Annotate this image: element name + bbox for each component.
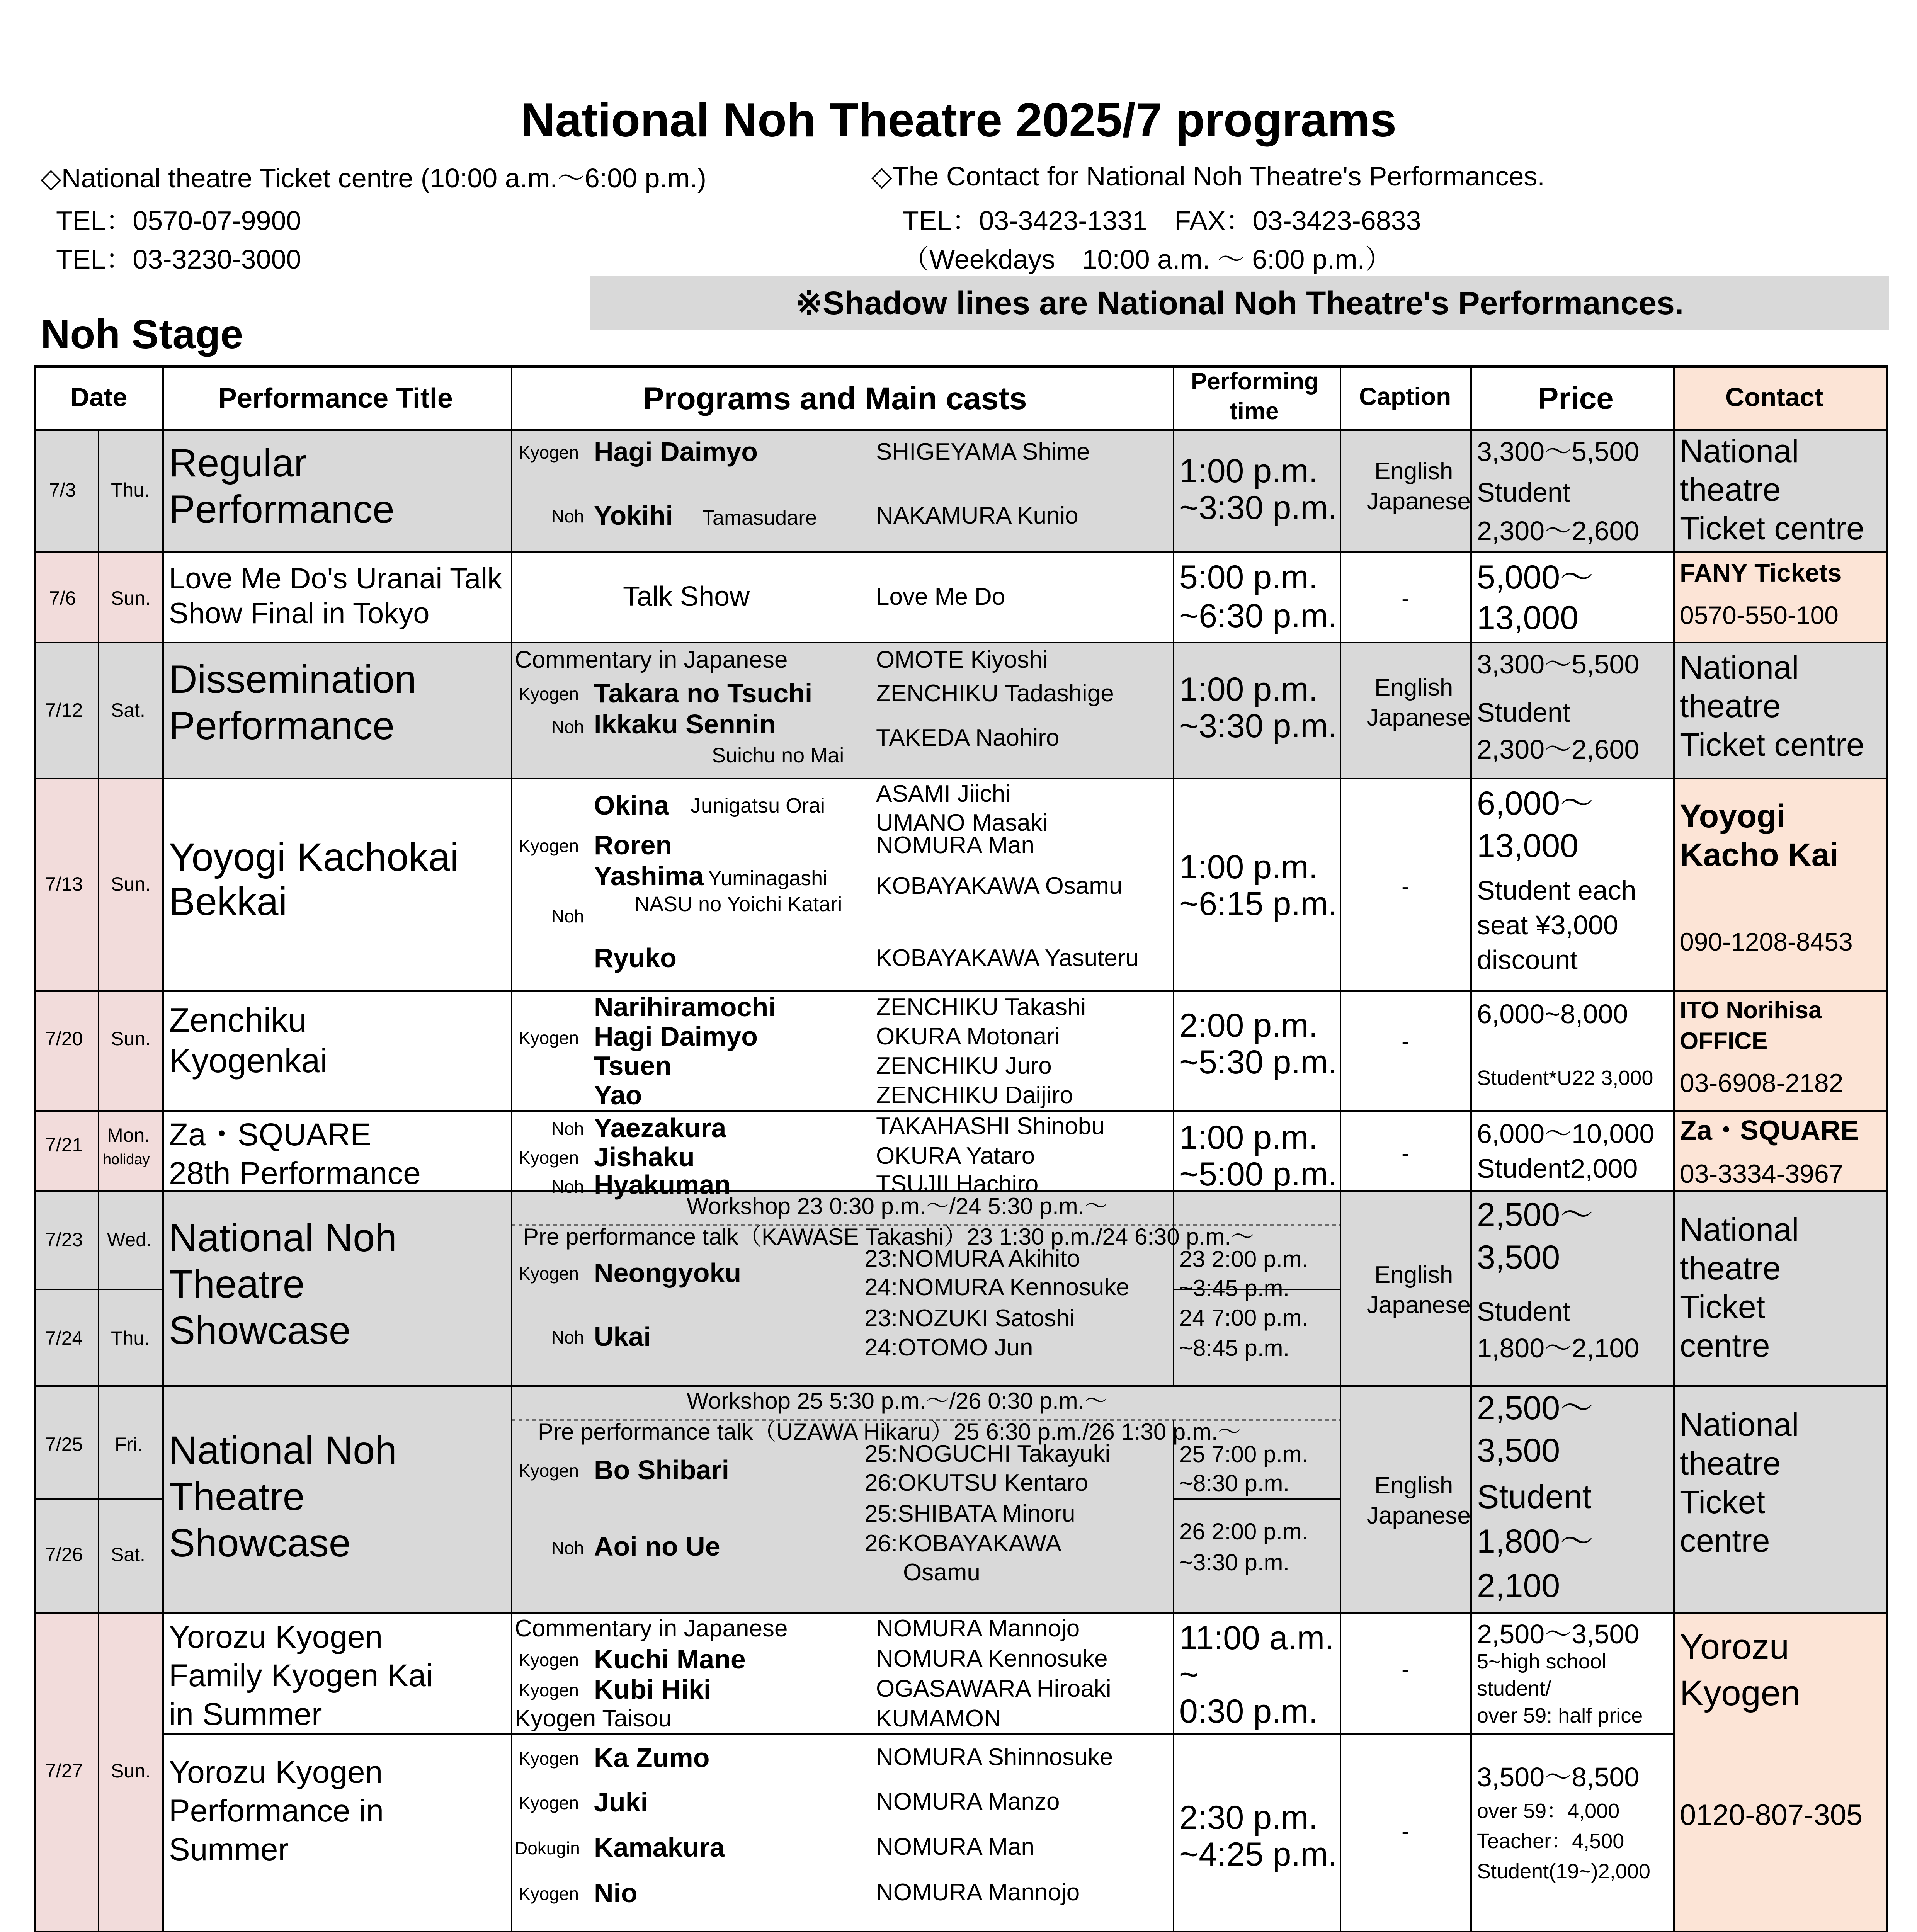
performance-time: ~5:00 p.m. [1179, 1156, 1337, 1193]
cast-name: OGASAWARA Hiroaki [876, 1675, 1111, 1702]
program-name: Kubi Hiki [594, 1674, 711, 1704]
performance-title: Show Final in Tokyo [169, 597, 430, 630]
commentary-label: Commentary in Japanese [515, 646, 788, 673]
cast-name: NAKAMURA Kunio [876, 502, 1078, 529]
program-name: Ka Zumo [594, 1743, 710, 1773]
row-date: 7/26 [45, 1544, 83, 1565]
caption-language: Japanese [1367, 1502, 1471, 1529]
program-name: Okina [594, 790, 669, 820]
genre-label: Kyogen [519, 684, 579, 704]
row-day: Wed. [107, 1229, 152, 1250]
cast-name: 26:OKUTSU Kentaro [864, 1469, 1088, 1496]
program-name: Kyogen Taisou [515, 1705, 672, 1732]
program-name: Hagi Daimyo [594, 437, 758, 467]
price-text: 13,000 [1477, 827, 1579, 864]
contact-phone: 0570-550-100 [1680, 601, 1839, 629]
performance-title: Showcase [169, 1521, 351, 1565]
genre-label: Noh [551, 1177, 584, 1197]
genre-label: Noh [551, 906, 584, 926]
performance-time: ~3:30 p.m. [1179, 707, 1337, 745]
genre-label: Noh [551, 1538, 584, 1558]
program-name: Yokihi [594, 500, 673, 531]
cast-name: NOMURA Shinnosuke [876, 1744, 1113, 1770]
price-text: 5~high school [1477, 1650, 1606, 1673]
contact-text: centre [1680, 1522, 1770, 1559]
program-name: Yao [594, 1080, 642, 1110]
row-day: Sun. [111, 873, 151, 895]
cast-name: 23:NOZUKI Satoshi [864, 1305, 1075, 1332]
genre-label: Kyogen [519, 1028, 579, 1048]
performance-time: ~6:15 p.m. [1179, 885, 1337, 922]
price-text: student/ [1477, 1677, 1551, 1700]
program-name: Roren [594, 830, 672, 860]
program-name: Nio [594, 1878, 638, 1908]
performance-time: 5:00 p.m. [1179, 559, 1318, 596]
price-text: 3,500 [1477, 1239, 1560, 1276]
price-text: Student2,000 [1477, 1153, 1638, 1184]
header-time-1: Performing [1191, 368, 1319, 395]
cast-name: NOMURA Mannojo [876, 1879, 1080, 1906]
performance-title: Performance [169, 704, 395, 748]
contact-phone: 03-3334-3967 [1680, 1159, 1844, 1189]
genre-label: Kyogen [519, 836, 579, 856]
caption-language: - [1402, 1028, 1410, 1054]
price-text: 1,800～2,100 [1477, 1333, 1640, 1363]
contact-text: Yorozu [1680, 1627, 1789, 1667]
ticket-centre-heading: ◇National theatre Ticket centre (10:00 a.m.～6:00 p.m.) [41, 163, 706, 193]
price-text: 6,000～10,000 [1477, 1119, 1655, 1149]
price-text: over 59: half price [1477, 1704, 1643, 1727]
program-name: Narihiramochi [594, 992, 776, 1022]
performance-title: Yoyogi Kachokai [169, 835, 459, 879]
row-day: Mon. [107, 1124, 150, 1146]
performance-title: Love Me Do's Uranai Talk [169, 562, 502, 595]
performance-title: Showcase [169, 1308, 351, 1352]
caption-language: English [1374, 674, 1453, 701]
cast-name: OKURA Yataro [876, 1143, 1035, 1169]
cast-name: Love Me Do [876, 583, 1005, 610]
performance-title: Performance in [169, 1793, 384, 1828]
shadow-lines-note: ※Shadow lines are National Noh Theatre's Performances. [590, 276, 1889, 330]
contact-text: FANY Tickets [1680, 558, 1842, 587]
performance-time: 2:30 p.m. [1179, 1799, 1318, 1836]
genre-label: Kyogen [519, 442, 579, 463]
performance-time: 1:00 p.m. [1179, 671, 1318, 708]
program-subtitle: Yuminagashi [708, 867, 828, 890]
row-day: Sun. [111, 587, 151, 609]
caption-language: English [1374, 1472, 1453, 1499]
performance-time: 11:00 a.m. [1179, 1619, 1334, 1656]
performance-title: National Noh [169, 1428, 397, 1472]
price-text: 2,500～ [1477, 1389, 1594, 1427]
cast-name: TAKAHASHI Shinobu [876, 1113, 1105, 1139]
price-text: Student*U22 3,000 [1477, 1066, 1653, 1090]
price-text: Student [1477, 477, 1570, 507]
price-text: 3,500～8,500 [1477, 1762, 1640, 1792]
cast-name: OMOTE Kiyoshi [876, 646, 1048, 673]
genre-label: Kyogen [519, 1884, 579, 1904]
contact-phone: 090-1208-8453 [1680, 927, 1853, 956]
genre-label: Kyogen [519, 1461, 579, 1481]
contact-text: Kacho Kai [1680, 837, 1839, 873]
row-date: 7/20 [45, 1028, 83, 1049]
genre-label: Kyogen [519, 1148, 579, 1168]
row-date: 7/3 [49, 479, 76, 501]
genre-label: Noh [551, 1119, 584, 1139]
performance-title: Performance [169, 487, 395, 531]
genre-label: Kyogen [519, 1650, 579, 1670]
performance-time: 1:00 p.m. [1179, 849, 1318, 886]
caption-language: - [1402, 873, 1410, 900]
row-day: Thu. [111, 1327, 150, 1349]
row-date: 7/13 [45, 873, 83, 895]
price-text: 3,300～5,500 [1477, 649, 1640, 679]
performance-time: 1:00 p.m. [1179, 452, 1318, 490]
contact-text: Ticket centre [1680, 510, 1864, 546]
price-text: discount [1477, 945, 1578, 975]
cast-name: NOMURA Manzo [876, 1788, 1060, 1815]
genre-label: Noh [551, 1327, 584, 1347]
price-text: 3,300～5,500 [1477, 437, 1640, 467]
program-name: Neongyoku [594, 1258, 742, 1288]
program-name: Yashima [594, 861, 704, 891]
commentary-label: Commentary in Japanese [515, 1615, 788, 1642]
header-price: Price [1538, 381, 1614, 415]
header-contact: Contact [1725, 383, 1823, 412]
program-name: Ukai [594, 1321, 651, 1352]
section-heading: Noh Stage [41, 311, 243, 357]
genre-label: Kyogen [519, 1793, 579, 1813]
contact-text: OFFICE [1680, 1028, 1768, 1054]
ticket-centre-tel-1: TEL：0570-07-9900 [56, 206, 301, 236]
contact-text: Ticket centre [1680, 726, 1864, 763]
cast-name: TAKEDA Naohiro [876, 724, 1060, 751]
price-text: Teacher：4,500 [1477, 1830, 1624, 1853]
cast-name: 26:KOBAYAKAWA [864, 1530, 1061, 1557]
contact-text: theatre [1680, 1445, 1781, 1481]
row-date: 7/12 [45, 699, 83, 721]
row-date: 7/27 [45, 1760, 83, 1782]
cast-name: OKURA Motonari [876, 1023, 1060, 1050]
price-text: 3,500 [1477, 1432, 1560, 1469]
performance-title: in Summer [169, 1697, 322, 1732]
price-text: 2,500～3,500 [1477, 1619, 1640, 1649]
cast-name: KOBAYAKAWA Yasuteru [876, 945, 1139, 971]
performance-time: 2:00 p.m. [1179, 1007, 1318, 1044]
cast-name: ZENCHIKU Daijiro [876, 1082, 1073, 1109]
performance-title: Zenchiku [169, 1001, 307, 1039]
program-subtitle: Suichu no Mai [712, 744, 844, 767]
caption-language: - [1402, 1140, 1410, 1167]
performance-title: Theatre [169, 1262, 305, 1306]
contact-text: Kyogen [1680, 1673, 1801, 1713]
program-name: Juki [594, 1787, 648, 1817]
contact-text: Yoyogi [1680, 798, 1786, 834]
price-text: 6,000～ [1477, 785, 1594, 822]
performance-time: ~5:30 p.m. [1179, 1044, 1337, 1081]
performance-time: ~6:30 p.m. [1179, 597, 1337, 634]
performance-title: Dissemination [169, 657, 417, 701]
caption-language: English [1374, 1262, 1453, 1288]
cast-name: 24:OTOMO Jun [864, 1334, 1033, 1361]
performance-time: ~3:30 p.m. [1179, 1549, 1290, 1575]
contact-text: National [1680, 433, 1799, 469]
contact-text: National [1680, 649, 1799, 685]
cast-name: KOBAYAKAWA Osamu [876, 872, 1123, 899]
performance-time: ~8:45 p.m. [1179, 1335, 1290, 1361]
ticket-centre-tel-2: TEL：03-3230-3000 [56, 244, 301, 274]
row-date: 7/25 [45, 1434, 83, 1455]
noh-contact-tel-fax: TEL：03-3423-1331 FAX：03-3423-6833 [902, 206, 1421, 236]
header-programs: Programs and Main casts [643, 381, 1027, 416]
performance-time: ~3:45 p.m. [1179, 1275, 1290, 1301]
performance-time: 0:30 p.m. [1179, 1693, 1318, 1730]
program-name: Talk Show [623, 581, 750, 612]
price-text: Student [1477, 697, 1570, 728]
program-name: Aoi no Ue [594, 1531, 720, 1561]
schedule-table [34, 365, 1888, 1932]
contact-phone: 03-6908-2182 [1680, 1068, 1844, 1098]
contact-text: National [1680, 1406, 1799, 1443]
contact-text: centre [1680, 1327, 1770, 1364]
caption-language: - [1402, 1818, 1410, 1845]
program-subtitle: Tamasudare [702, 506, 817, 529]
price-text: 13,000 [1477, 599, 1579, 636]
genre-label: Noh [551, 506, 584, 526]
program-name: Hyakuman [594, 1170, 731, 1200]
performance-time: ~ [1179, 1656, 1199, 1693]
header-time-2: time [1230, 398, 1279, 425]
program-name: Bo Shibari [594, 1455, 730, 1485]
row-date: 7/24 [45, 1327, 83, 1349]
caption-language: - [1402, 585, 1410, 612]
caption-language: Japanese [1367, 1292, 1471, 1318]
performance-time: 1:00 p.m. [1179, 1119, 1318, 1156]
genre-label: Kyogen [519, 1748, 579, 1769]
cast-name: NOMURA Man [876, 1833, 1034, 1860]
program-name: Ryuko [594, 943, 677, 973]
caption-language: English [1374, 458, 1453, 485]
row-day: Thu. [111, 479, 150, 501]
cast-name: ASAMI Jiichi [876, 781, 1010, 807]
genre-label: Dokugin [515, 1838, 580, 1858]
cast-name: UMANO Masaki [876, 810, 1048, 836]
row-day: Sat. [111, 1544, 145, 1565]
cast-name: Osamu [903, 1559, 980, 1586]
row-day: Sun. [111, 1028, 151, 1049]
price-text: 2,100 [1477, 1567, 1560, 1604]
cast-name: 25:SHIBATA Minoru [864, 1500, 1075, 1527]
cast-name: TSUJII Hachiro [876, 1171, 1039, 1197]
price-text: 2,500～ [1477, 1196, 1594, 1233]
price-text: 2,300～2,600 [1477, 734, 1640, 764]
price-text: over 59：4,000 [1477, 1799, 1620, 1823]
cast-name: NOMURA Kennosuke [876, 1645, 1108, 1672]
caption-language: - [1402, 1656, 1410, 1682]
contact-text: theatre [1680, 688, 1781, 724]
program-name: Yaezakura [594, 1113, 726, 1143]
performance-time: 23 2:00 p.m. [1179, 1246, 1308, 1272]
noh-contact-hours: （Weekdays 10:00 a.m. ～ 6:00 p.m.） [902, 244, 1392, 274]
program-name: Ikkaku Sennin [594, 709, 776, 739]
program-name: Kamakura [594, 1832, 725, 1862]
noh-contact-heading: ◇The Contact for National Noh Theatre's Performances. [871, 161, 1545, 191]
genre-label: Kyogen [519, 1680, 579, 1700]
program-name: Kuchi Mane [594, 1644, 746, 1674]
row-date: 7/21 [45, 1134, 83, 1156]
performance-title: Za・SQUARE [169, 1117, 371, 1152]
workshop-info: Workshop 23 0:30 p.m.～/24 5:30 p.m.～ [687, 1193, 1108, 1219]
row-date: 7/6 [49, 587, 76, 609]
price-text: Student each [1477, 875, 1636, 905]
header-title: Performance Title [218, 383, 453, 414]
cast-name: 24:NOMURA Kennosuke [864, 1274, 1129, 1301]
program-name: Jishaku [594, 1142, 695, 1172]
performance-time: 26 2:00 p.m. [1179, 1519, 1308, 1544]
performance-title: 28th Performance [169, 1156, 421, 1191]
price-text: Student(19~)2,000 [1477, 1860, 1650, 1883]
row-day: Fri. [115, 1434, 143, 1455]
caption-language: Japanese [1367, 488, 1471, 515]
price-text: 1,800～ [1477, 1523, 1594, 1560]
workshop-info: Workshop 25 5:30 p.m.～/26 0:30 p.m.～ [687, 1388, 1108, 1414]
price-text: 2,300～2,600 [1477, 516, 1640, 546]
performance-time: 25 7:00 p.m. [1179, 1441, 1308, 1467]
price-text: Student [1477, 1478, 1592, 1515]
performance-time: ~3:30 p.m. [1179, 489, 1337, 526]
price-text: Student [1477, 1296, 1570, 1327]
performance-title: Theatre [169, 1475, 305, 1519]
performance-title: Family Kyogen Kai [169, 1658, 433, 1693]
performance-time: ~4:25 p.m. [1179, 1836, 1337, 1873]
contact-text: Ticket [1680, 1289, 1765, 1325]
contact-text: Za・SQUARE [1680, 1115, 1859, 1146]
cast-name: ZENCHIKU Juro [876, 1053, 1052, 1079]
performance-title: National Noh [169, 1216, 397, 1260]
performance-title: Yorozu Kyogen [169, 1755, 383, 1790]
row-day-note: holiday [103, 1151, 150, 1168]
contact-text: theatre [1680, 1250, 1781, 1286]
program-name: Takara no Tsuchi [594, 678, 813, 708]
program-subtitle: Junigatsu Orai [691, 794, 825, 817]
price-text: 5,000～ [1477, 559, 1594, 596]
program-subtitle: NASU no Yoichi Katari [634, 893, 842, 916]
genre-label: Noh [551, 717, 584, 737]
pretalk-info: Pre performance talk（UZAWA Hikaru）25 6:30 p.m./26 1:30 p.m.～ [538, 1419, 1241, 1445]
performance-title: Kyogenkai [169, 1041, 328, 1080]
row-date: 7/23 [45, 1229, 83, 1250]
header-caption: Caption [1359, 383, 1451, 410]
contact-text: National [1680, 1211, 1799, 1248]
performance-title: Regular [169, 441, 307, 485]
row-day: Sat. [111, 699, 145, 721]
performance-title: Bekkai [169, 879, 287, 923]
cast-name: ZENCHIKU Takashi [876, 994, 1086, 1020]
cast-name: NOMURA Man [876, 832, 1034, 859]
performance-time: ~8:30 p.m. [1179, 1470, 1290, 1496]
cast-name: ZENCHIKU Tadashige [876, 680, 1114, 707]
page-title: National Noh Theatre 2025/7 programs [520, 94, 1397, 147]
program-name: Hagi Daimyo [594, 1021, 758, 1051]
cast-name: KUMAMON [876, 1705, 1001, 1732]
cast-name: 23:NOMURA Akihito [864, 1245, 1080, 1272]
contact-text: ITO Norihisa [1680, 997, 1822, 1024]
performance-title: Yorozu Kyogen [169, 1619, 383, 1655]
contact-phone: 0120-807-305 [1680, 1799, 1863, 1832]
genre-label: Kyogen [519, 1264, 579, 1284]
performance-time: 24 7:00 p.m. [1179, 1305, 1308, 1331]
cast-name: SHIGEYAMA Shime [876, 439, 1090, 465]
program-name: Tsuen [594, 1051, 672, 1081]
cast-name: 25:NOGUCHI Takayuki [864, 1440, 1111, 1467]
contact-text: theatre [1680, 471, 1781, 508]
header-date: Date [70, 383, 128, 412]
performance-title: Summer [169, 1832, 289, 1867]
contact-text: Ticket [1680, 1484, 1765, 1520]
price-text: seat ¥3,000 [1477, 910, 1618, 940]
row-day: Sun. [111, 1760, 151, 1782]
pretalk-info: Pre performance talk（KAWASE Takashi）23 1:30 p.m./24 6:30 p.m.～ [523, 1224, 1254, 1250]
price-text: 6,000~8,000 [1477, 999, 1628, 1029]
cast-name: NOMURA Mannojo [876, 1615, 1080, 1642]
caption-language: Japanese [1367, 704, 1471, 731]
